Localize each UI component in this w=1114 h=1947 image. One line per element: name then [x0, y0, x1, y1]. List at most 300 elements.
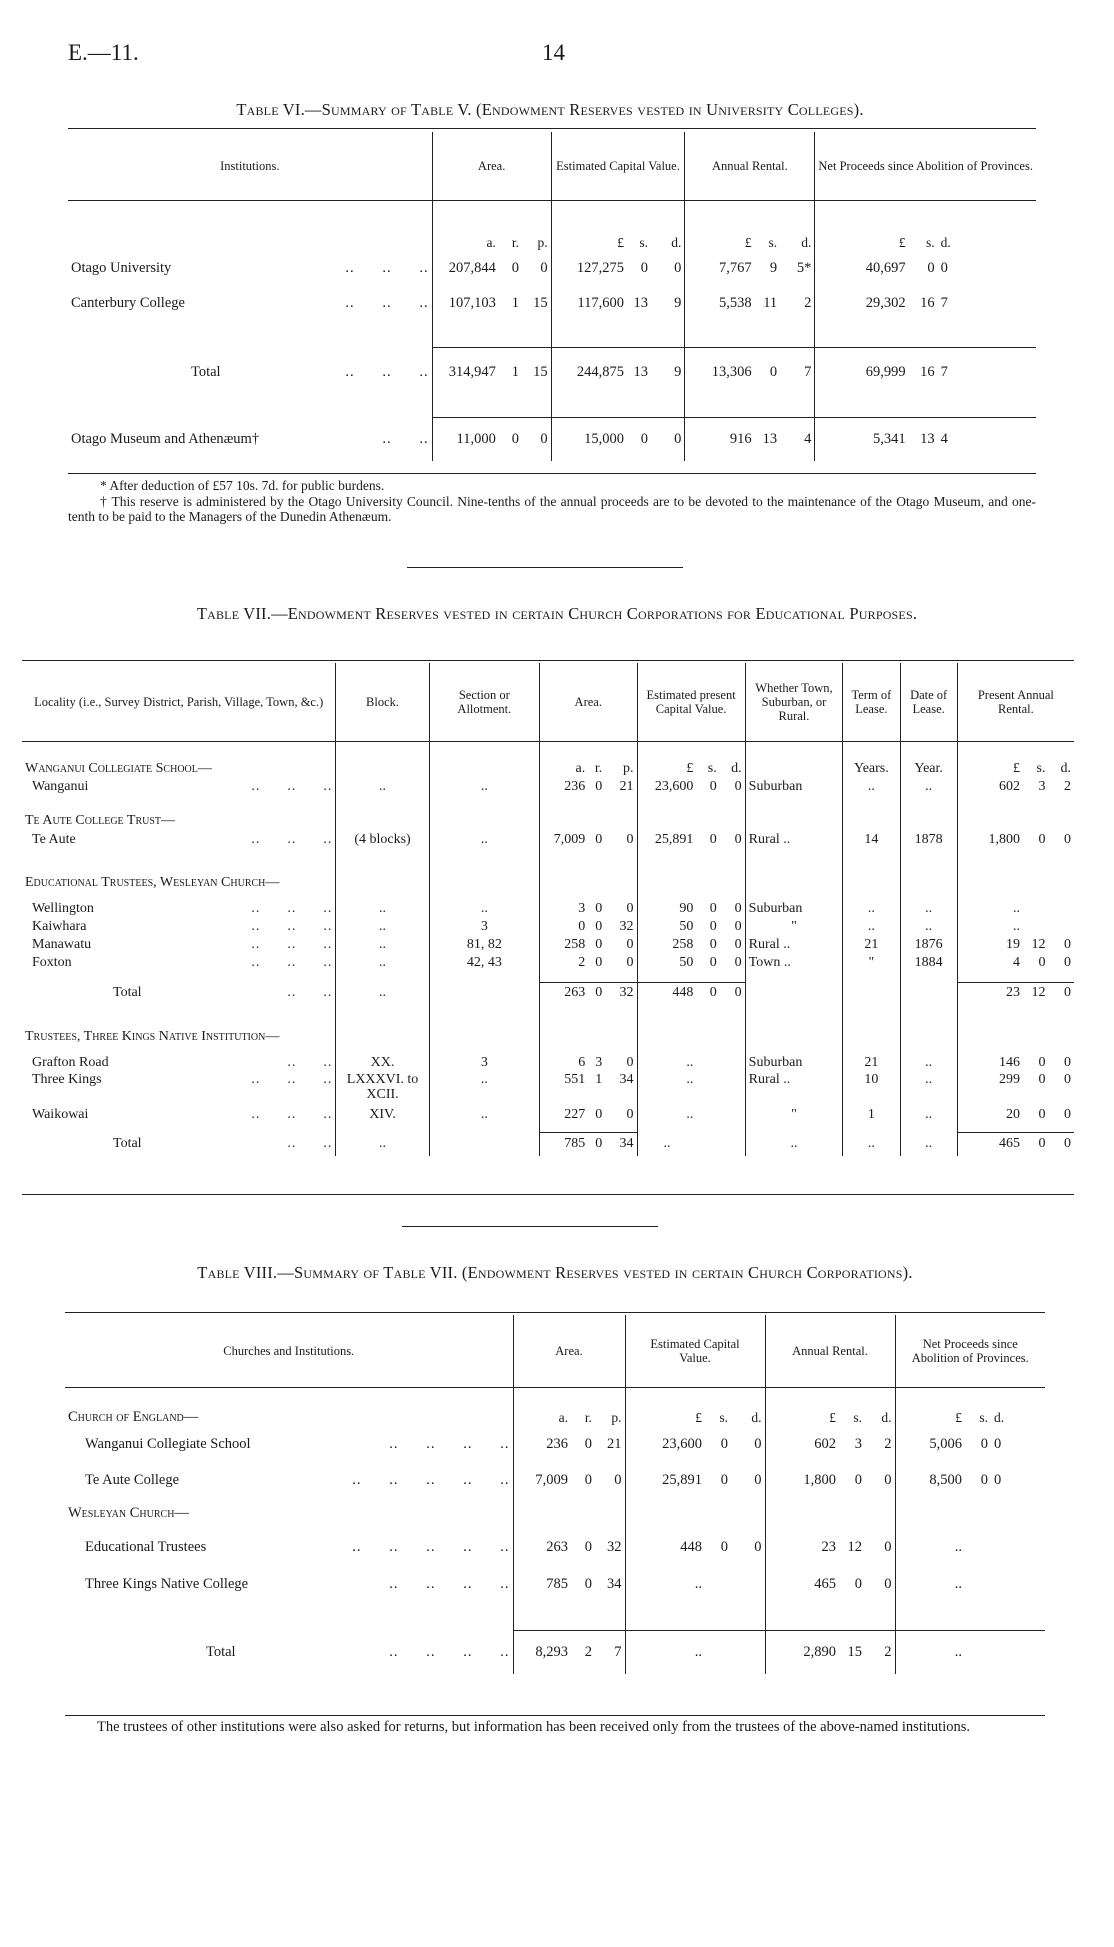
cell	[1023, 900, 1048, 918]
cell: 12	[847, 1538, 862, 1555]
cell: Rural ..	[745, 830, 843, 850]
cell: 5*	[796, 260, 812, 276]
cell: 19	[957, 936, 1023, 954]
institution-name: Otago Museum and Athenæum† .. ..	[71, 430, 429, 447]
row-label: Foxton	[32, 955, 72, 970]
cell: 81, 82	[429, 936, 539, 954]
cell: 13,306	[685, 347, 755, 397]
cell	[696, 1132, 719, 1156]
cell: 42, 43	[429, 954, 539, 972]
cell: 0	[614, 1471, 622, 1488]
cell: 236	[513, 1426, 571, 1462]
row-label: Total	[113, 1136, 142, 1151]
table7-col-term: Term of Lease.	[843, 663, 900, 741]
table-row	[65, 1462, 1045, 1498]
table7-group-heading	[22, 1018, 1074, 1054]
cell: 0	[720, 1538, 728, 1555]
cell: 3	[595, 1055, 603, 1070]
cell: 785	[539, 1132, 588, 1156]
table-row	[65, 1426, 1045, 1462]
table8-total-row	[65, 1630, 1045, 1674]
unit: s.	[853, 1410, 862, 1425]
cell: 107,103	[432, 286, 499, 321]
cell: 127,275	[551, 251, 627, 286]
cell: 0	[674, 430, 682, 447]
group-heading: Wanganui Collegiate School—	[25, 761, 212, 776]
cell: 0	[734, 779, 742, 794]
cell: 0	[884, 1538, 892, 1555]
institution-name: Canterbury College .. .. ..	[71, 295, 429, 311]
cell: 0	[1064, 1072, 1071, 1087]
cell: ..	[336, 936, 429, 954]
table-row	[22, 936, 1074, 954]
unit: £	[765, 1388, 839, 1426]
cell: 3	[1038, 779, 1046, 794]
unit: d.	[671, 235, 682, 250]
cell: 1884	[900, 954, 957, 972]
cell: Suburban	[745, 778, 843, 796]
unit: d.	[801, 235, 812, 250]
cell: 0	[1038, 1072, 1046, 1087]
unit: £	[815, 201, 909, 251]
cell: 13	[762, 430, 778, 447]
institution-name: Otago University .. .. ..	[71, 260, 429, 276]
cell: 7	[940, 295, 948, 311]
cell: 0	[540, 260, 548, 276]
table-row	[22, 918, 1074, 936]
table7-header-row	[22, 663, 1074, 741]
table8-group-heading	[65, 1388, 1045, 1426]
locality-cell: Wanganui .. .. ..	[32, 779, 333, 794]
cell: ..	[957, 900, 1023, 918]
cell: 10	[843, 1072, 900, 1106]
cell: Rural ..	[745, 1072, 843, 1106]
cell: 15,000	[551, 417, 627, 461]
cell: 32	[607, 1538, 622, 1555]
cell: "	[843, 954, 900, 972]
cell: 2	[884, 1643, 892, 1660]
cell: ..	[429, 1106, 539, 1124]
cell: 0	[1064, 937, 1071, 952]
table7-col-block: Block.	[336, 663, 429, 741]
row-label: Wellington	[32, 901, 94, 916]
cell: 0	[1038, 832, 1046, 847]
cell: ..	[429, 900, 539, 918]
institution-cell: Wanganui Collegiate School .. .. .. ..	[85, 1435, 510, 1452]
cell: 1,800	[765, 1462, 839, 1498]
row-label: Otago Museum and Athenæum†	[71, 430, 260, 447]
cell: 4	[804, 430, 812, 447]
unit: £	[551, 201, 627, 251]
locality-cell: Te Aute .. .. ..	[32, 832, 333, 847]
cell	[1023, 918, 1048, 936]
cell: ..	[900, 1132, 957, 1156]
cell	[965, 1630, 991, 1674]
table6-units-row	[68, 201, 1036, 251]
cell: 15	[533, 363, 548, 380]
unit: d.	[751, 1410, 762, 1425]
cell	[696, 1072, 719, 1106]
cell: 0	[754, 1471, 762, 1488]
cell: 0	[720, 1435, 728, 1452]
cell: 13	[633, 363, 648, 380]
cell: 0	[734, 919, 742, 934]
row-label: Total	[113, 985, 142, 1000]
cell: ..	[843, 1132, 900, 1156]
unit: r.	[594, 761, 603, 776]
cell: 15	[847, 1643, 862, 1660]
table7-top-rule	[22, 660, 1074, 661]
cell: ..	[429, 1072, 539, 1106]
cell: ..	[336, 918, 429, 936]
table6-col-proceeds: Net Proceeds since Abolition of Provinces.	[815, 132, 1036, 200]
table8-top-rule	[65, 1312, 1045, 1313]
cell: 11,000	[432, 417, 499, 461]
table7-group-heading	[22, 812, 1074, 830]
cell: 12	[1031, 985, 1046, 1001]
total-label: Total .. .. ..	[68, 347, 432, 397]
table-row	[65, 1528, 1045, 1566]
separator-rule	[402, 1226, 658, 1227]
cell: 2	[804, 295, 812, 311]
table7-bottom-rule	[22, 1194, 1074, 1195]
cell: 0	[734, 832, 742, 847]
cell: ..	[429, 830, 539, 850]
separator-rule	[407, 567, 683, 568]
cell: 12	[1031, 937, 1046, 952]
cell: 0	[854, 1575, 862, 1592]
unit: p.	[611, 1410, 622, 1425]
cell: 50	[637, 918, 696, 936]
cell: 6	[539, 1054, 588, 1072]
group-heading: Church of England—	[68, 1409, 199, 1425]
cell: 0	[595, 1107, 603, 1122]
group-heading: Trustees, Three Kings Native Institution—	[25, 1028, 280, 1044]
table6-col-rental: Annual Rental.	[685, 132, 815, 200]
cell: 40,697	[815, 251, 909, 286]
locality-cell: Foxton .. .. ..	[32, 955, 333, 970]
cell: 916	[685, 417, 755, 461]
cell: ..	[745, 1132, 843, 1156]
cell: 23,600	[625, 1426, 705, 1462]
cell: 0	[994, 1435, 1002, 1452]
cell: 0	[595, 955, 603, 970]
cell: 34	[607, 1575, 622, 1592]
cell: 21	[843, 1054, 900, 1072]
cell	[991, 1566, 1045, 1602]
cell: 0	[595, 901, 603, 916]
cell: 0	[709, 779, 717, 794]
unit: s.	[768, 235, 778, 250]
table8-col-area: Area.	[513, 1315, 625, 1387]
cell	[1048, 918, 1074, 936]
row-label: Grafton Road	[32, 1055, 109, 1070]
cell: ..	[625, 1566, 705, 1602]
cell: ..	[336, 1132, 429, 1156]
cell: 0	[584, 1575, 592, 1592]
unit: s.	[926, 235, 935, 250]
cell: 0	[626, 1055, 634, 1070]
table7-title: Table VII.—Endowment Reserves vested in certain Church Corporations for Educational Purposes.	[196, 604, 918, 623]
total-label: Total .. ..	[22, 982, 336, 1004]
table8-col-proceeds: Net Proceeds since Abolition of Provinces.	[895, 1315, 1045, 1387]
cell: ..	[900, 900, 957, 918]
cell: 0	[754, 1435, 762, 1452]
cell: 0	[709, 937, 717, 952]
table8-header-row	[65, 1315, 1045, 1387]
cell: 21	[843, 936, 900, 954]
cell: 0	[1064, 985, 1071, 1001]
cell: 0	[854, 1471, 862, 1488]
cell: ..	[843, 900, 900, 918]
cell: 34	[619, 1072, 634, 1087]
cell: 146	[957, 1054, 1023, 1072]
cell: 1	[843, 1106, 900, 1124]
cell: XX.	[336, 1054, 429, 1072]
unit: r.	[584, 1410, 592, 1425]
cell: 21	[607, 1435, 622, 1452]
cell: 0	[1038, 1136, 1046, 1152]
unit: s.	[979, 1410, 988, 1425]
table7-col-rental: Present Annual Rental.	[957, 663, 1074, 741]
table6-footnote-1: * After deduction of £57 10s. 7d. for public burdens.	[100, 478, 385, 493]
cell	[429, 982, 539, 1004]
unit: r.	[511, 235, 519, 250]
table-row	[22, 1072, 1074, 1106]
cell: 0	[884, 1575, 892, 1592]
unit: a.	[539, 760, 588, 778]
cell: ..	[637, 1132, 696, 1156]
cell: ..	[336, 982, 429, 1004]
cell: 0	[1064, 955, 1071, 970]
cell: 23,600	[637, 778, 696, 796]
page-number: 14	[542, 40, 565, 65]
table-row	[65, 1566, 1045, 1602]
cell: 3	[429, 1054, 539, 1072]
cell: 0	[626, 832, 634, 847]
table-row	[22, 778, 1074, 796]
unit: £	[685, 201, 755, 251]
group-heading: Wesleyan Church—	[68, 1504, 189, 1521]
row-label: Otago University	[71, 260, 172, 276]
cell: 0	[734, 985, 742, 1001]
cell	[429, 1132, 539, 1156]
cell	[720, 1132, 745, 1156]
cell: 0	[626, 1107, 634, 1122]
locality-cell: Grafton Road .. ..	[32, 1055, 333, 1070]
unit: d.	[881, 1410, 892, 1425]
institution-cell: Te Aute College .. .. .. .. ..	[85, 1471, 510, 1488]
cell: 9	[674, 363, 682, 380]
cell: 32	[619, 985, 634, 1001]
cell: 0	[511, 430, 519, 447]
cell: 0	[584, 1538, 592, 1555]
table6-col-institutions: Institutions.	[220, 158, 280, 173]
cell: 2	[539, 954, 588, 972]
table-row	[22, 954, 1074, 972]
table7-group-heading	[22, 864, 1074, 900]
unit: d.	[1060, 761, 1071, 776]
cell: 1876	[900, 936, 957, 954]
cell: Suburban	[745, 900, 843, 918]
cell: 0	[1064, 832, 1071, 847]
cell: 3	[539, 900, 588, 918]
table-row	[22, 1054, 1074, 1072]
cell: 0	[584, 1471, 592, 1488]
cell: 0	[884, 1471, 892, 1488]
unit: p.	[537, 235, 548, 250]
row-label: Wanganui	[32, 779, 89, 794]
cell: 9	[674, 295, 682, 311]
cell: ..	[895, 1630, 965, 1674]
table8	[65, 1315, 1045, 1674]
row-label: Te Aute College	[85, 1471, 180, 1488]
cell: 0	[709, 985, 717, 1001]
cell: ..	[336, 778, 429, 796]
table7-group-heading	[22, 760, 1074, 778]
cell: 1,800	[957, 830, 1023, 850]
cell: 29,302	[815, 286, 909, 321]
total-label: Total .. .. .. ..	[65, 1630, 513, 1674]
cell	[991, 1528, 1045, 1566]
cell: 0	[940, 260, 948, 276]
cell: 69,999	[815, 347, 909, 397]
unit: s.	[707, 761, 717, 776]
cell: 1	[511, 295, 519, 311]
cell: ..	[895, 1566, 965, 1602]
cell: 117,600	[551, 286, 627, 321]
cell: ..	[895, 1528, 965, 1566]
cell: 5,006	[895, 1426, 965, 1462]
table7-total-row	[22, 1132, 1074, 1156]
table-row	[22, 900, 1074, 918]
table7-col-section: Section or Allotment.	[429, 663, 539, 741]
unit: a.	[432, 201, 499, 251]
cell: Rural ..	[745, 936, 843, 954]
cell: 2	[1064, 779, 1071, 794]
table7	[22, 663, 1074, 1156]
table6-top-rule	[68, 128, 1036, 129]
cell: 0	[754, 1538, 762, 1555]
table6-total-row	[68, 347, 1036, 397]
row-label: Manawatu	[32, 937, 92, 952]
total-label: Total .. ..	[22, 1132, 336, 1156]
unit: £	[625, 1388, 705, 1426]
cell: 0	[626, 955, 634, 970]
cell: 0	[927, 260, 935, 276]
cell: Town ..	[745, 954, 843, 972]
cell: 23	[765, 1528, 839, 1566]
cell: 0	[734, 955, 742, 970]
cell: 0	[1038, 955, 1046, 970]
row-label: Wanganui Collegiate School	[85, 1435, 251, 1452]
unit: £	[895, 1388, 965, 1426]
document-code: E.—11.	[68, 40, 139, 65]
cell: 0	[709, 832, 717, 847]
cell: 5,341	[815, 417, 909, 461]
cell	[720, 1072, 745, 1106]
cell: ..	[900, 918, 957, 936]
cell: 236	[539, 778, 588, 796]
table7-col-class: Whether Town, Suburban, or Rural.	[745, 663, 843, 741]
cell: 0	[709, 901, 717, 916]
cell	[696, 1106, 719, 1124]
table8-bottom-rule	[65, 1715, 1045, 1716]
cell: 7	[614, 1643, 622, 1660]
cell: 20	[957, 1106, 1023, 1124]
cell: 7,009	[513, 1462, 571, 1498]
locality-cell: Wellington .. .. ..	[32, 901, 333, 916]
cell: 0	[540, 430, 548, 447]
cell: 244,875	[551, 347, 627, 397]
table6-title: Table VI.—Summary of Table V. (Endowment Reserves vested in University Colleges).	[236, 100, 864, 119]
table-row	[22, 830, 1074, 850]
table8-note: The trustees of other institutions were also asked for returns, but information has been received only from the trustees of the above-named institutions.	[97, 1719, 970, 1735]
table8-col-capital: Estimated Capital Value.	[625, 1315, 765, 1387]
cell: 11	[763, 295, 778, 311]
cell: 8,293	[513, 1630, 571, 1674]
cell	[705, 1566, 731, 1602]
cell: 263	[513, 1528, 571, 1566]
cell: 299	[957, 1072, 1023, 1106]
cell: 7	[940, 363, 948, 380]
locality-cell: Manawatu .. .. ..	[32, 937, 333, 952]
cell: 0	[595, 937, 603, 952]
cell: 0	[595, 832, 603, 847]
table7-col-locality: Locality (i.e., Survey District, Parish, Village, Town, &c.)	[34, 694, 324, 709]
cell: 1878	[900, 830, 957, 850]
cell: 16	[920, 295, 935, 311]
cell: 0	[626, 901, 634, 916]
cell: ..	[900, 1054, 957, 1072]
cell: 0	[595, 985, 603, 1001]
cell: ..	[900, 1072, 957, 1106]
cell: ..	[336, 900, 429, 918]
cell: 0	[595, 919, 603, 934]
cell: 0	[709, 955, 717, 970]
cell: 785	[513, 1566, 571, 1602]
cell: "	[745, 918, 843, 936]
cell: XIV.	[336, 1106, 429, 1124]
cell: ..	[900, 1106, 957, 1124]
cell: ..	[637, 1054, 696, 1072]
unit: s.	[639, 235, 648, 250]
cell: LXXXVI. to XCII.	[336, 1072, 429, 1106]
cell: 465	[957, 1132, 1023, 1156]
cell: 15	[533, 295, 548, 311]
unit: p.	[623, 761, 634, 776]
table6-col-area: Area.	[432, 132, 551, 200]
cell: "	[745, 1106, 843, 1124]
cell: 0	[640, 260, 648, 276]
cell: ..	[429, 778, 539, 796]
cell: 3	[854, 1435, 862, 1452]
unit: £	[637, 760, 696, 778]
cell: 0	[595, 1136, 603, 1152]
group-heading: Educational Trustees, Wesleyan Church—	[25, 874, 280, 890]
cell: 8,500	[895, 1462, 965, 1498]
cell: 0	[734, 901, 742, 916]
row-label: Kaiwhara	[32, 919, 87, 934]
cell	[1048, 900, 1074, 918]
cell: 0	[1064, 1107, 1071, 1122]
cell: 50	[637, 954, 696, 972]
cell: 0	[626, 937, 634, 952]
locality-cell: Waikowai .. .. ..	[32, 1107, 333, 1122]
cell: 448	[625, 1528, 705, 1566]
table-row	[68, 251, 1036, 286]
cell: 0	[980, 1471, 988, 1488]
